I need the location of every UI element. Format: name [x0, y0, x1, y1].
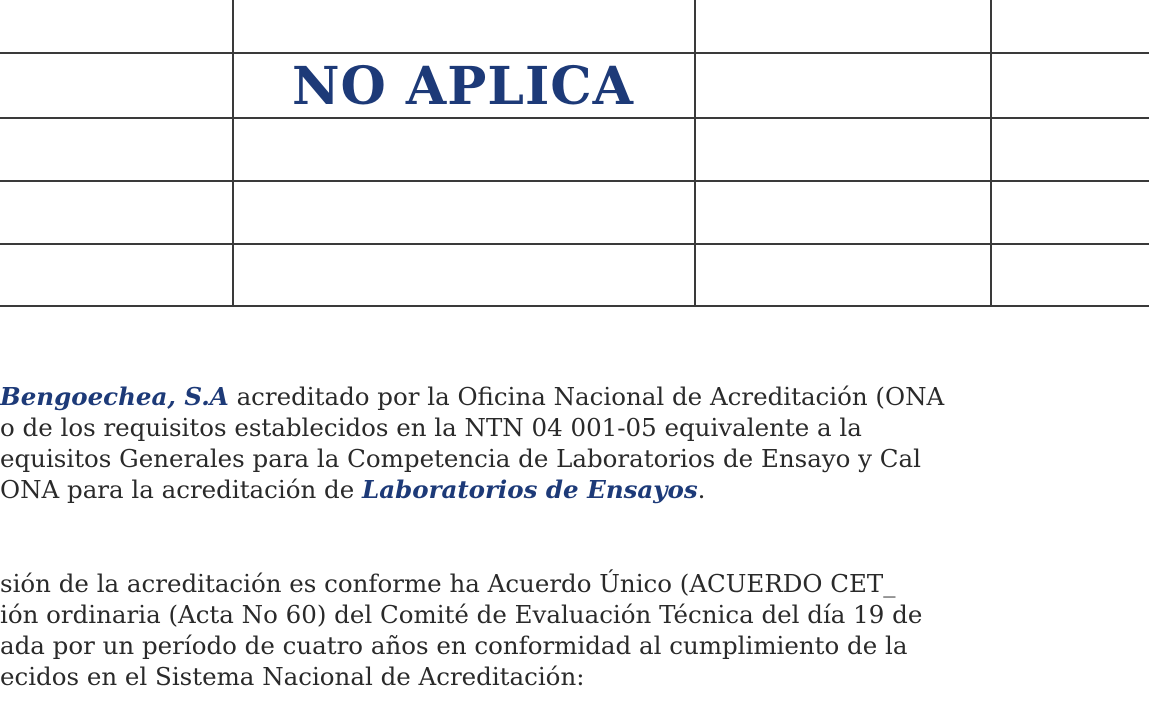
paragraph-text: ONA para la acreditación de: [0, 475, 362, 504]
table-bottom-border: [0, 305, 1149, 307]
agreement-paragraph: [0, 568, 1149, 692]
paragraph-text: acreditado por la Oficina Nacional de Acreditación (ONA: [228, 382, 945, 411]
paragraph-line: [0, 474, 1149, 505]
table-column-divider: [694, 0, 696, 306]
company-name: Bengoechea, S.A: [0, 382, 229, 411]
no-aplica-stamp: NO APLICA: [292, 55, 634, 117]
paragraph-line: o de los requisitos establecidos en la NTN 04 001-05 equivalente a la: [0, 413, 862, 442]
table-row-divider: [0, 180, 1149, 182]
accreditation-paragraph: [0, 381, 1149, 505]
table-column-divider: [990, 0, 992, 306]
paragraph-line: ada por un período de cuatro años en conformidad al cumplimiento de la: [0, 631, 908, 660]
laboratory-type: Laboratorios de Ensayos: [362, 475, 698, 504]
table-row-divider: [0, 243, 1149, 245]
paragraph-line: sión de la acreditación es conforme ha Acuerdo Único (ACUERDO CET_: [0, 569, 896, 598]
paragraph-line: ecidos en el Sistema Nacional de Acreditación:: [0, 662, 585, 691]
paragraph-line: ión ordinaria (Acta No 60) del Comité de Evaluación Técnica del día 19 de: [0, 600, 923, 629]
paragraph-text: .: [697, 475, 706, 504]
table-column-divider: [232, 0, 234, 306]
paragraph-line: [0, 381, 1149, 412]
paragraph-line: equisitos Generales para la Competencia de Laboratorios de Ensayo y Cal: [0, 444, 921, 473]
